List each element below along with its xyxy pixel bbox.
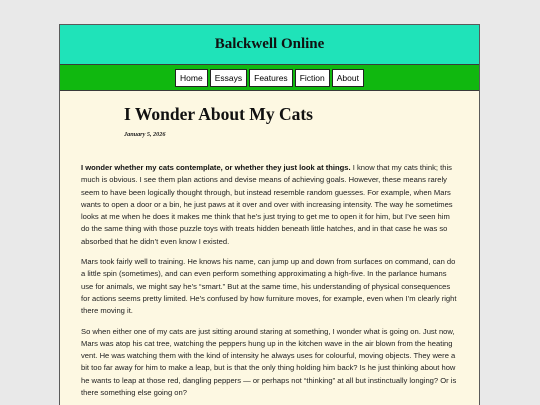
site-title[interactable]: Balckwell Online [214,36,325,52]
article-paragraph-3 [81,326,458,400]
article [60,104,479,399]
page-container [59,24,480,405]
nav-item-home[interactable]: Home [175,69,208,87]
article-paragraph-1 [81,162,458,248]
nav-item-about[interactable]: About [332,69,364,87]
article-title: I Wonder About My Cats [124,104,313,124]
site-header [60,25,479,65]
paragraph-lead: I wonder whether my cats contemplate, or whether they just look at things. [81,163,351,172]
nav-item-essays[interactable]: Essays [210,69,247,87]
nav-item-features[interactable]: Features [249,69,293,87]
article-date: January 5, 2026 [124,131,166,138]
paragraph-text: Mars took fairly well to training. He knows his name, can jump up and down from surfaces on command, can do a little spin (sometimes), and can even perform something approximating a high-five. In the parlance humans use for animals, we might say he’s “smart.” But at the same time, his understanding of physical consequences for actions seems pretty limited. He’s confused by how furniture moves, for example, even when I’m clearly right there moving it. [81,257,457,316]
nav-bar [60,65,479,91]
paragraph-text: So when either one of my cats are just sitting around staring at something, I wonder what is going on. Just now, Mars was atop his cat tree, watching the peppers hung up in the kitchen wave in the air blown from the heating vent. He was watching them with the kind of intensity he always uses for colourful, moving objects. They were a bit too far away for him to make a leap, but is that the only thing holding him back? Is he just thinking about how he wants to leap at those red, dangling peppers — or perhaps not “thinking” at all but instinctually longing? Or is there something else going on? [81,326,457,398]
article-paragraph-2 [81,256,458,317]
paragraph-text: I know that my cats think; this much is obvious. I see them plan actions and devise means of achieving goals. However, these means rarely seem to have been logically thought through, but instead resemble random guesses. For example, when Mars wants to open a door or a bin, he just paws at it over and over with increasing intensity. The way he sometimes looks at me when he does it makes me think that he’s just trying to get me to open it for him, but I’ve seen him do the same thing with those puzzle toys with treats hidden beneath little hatches, and in that case he was so absorbed that he didn’t even know I existed. [81,163,453,246]
nav-item-fiction[interactable]: Fiction [295,69,330,87]
article-body [81,162,458,399]
